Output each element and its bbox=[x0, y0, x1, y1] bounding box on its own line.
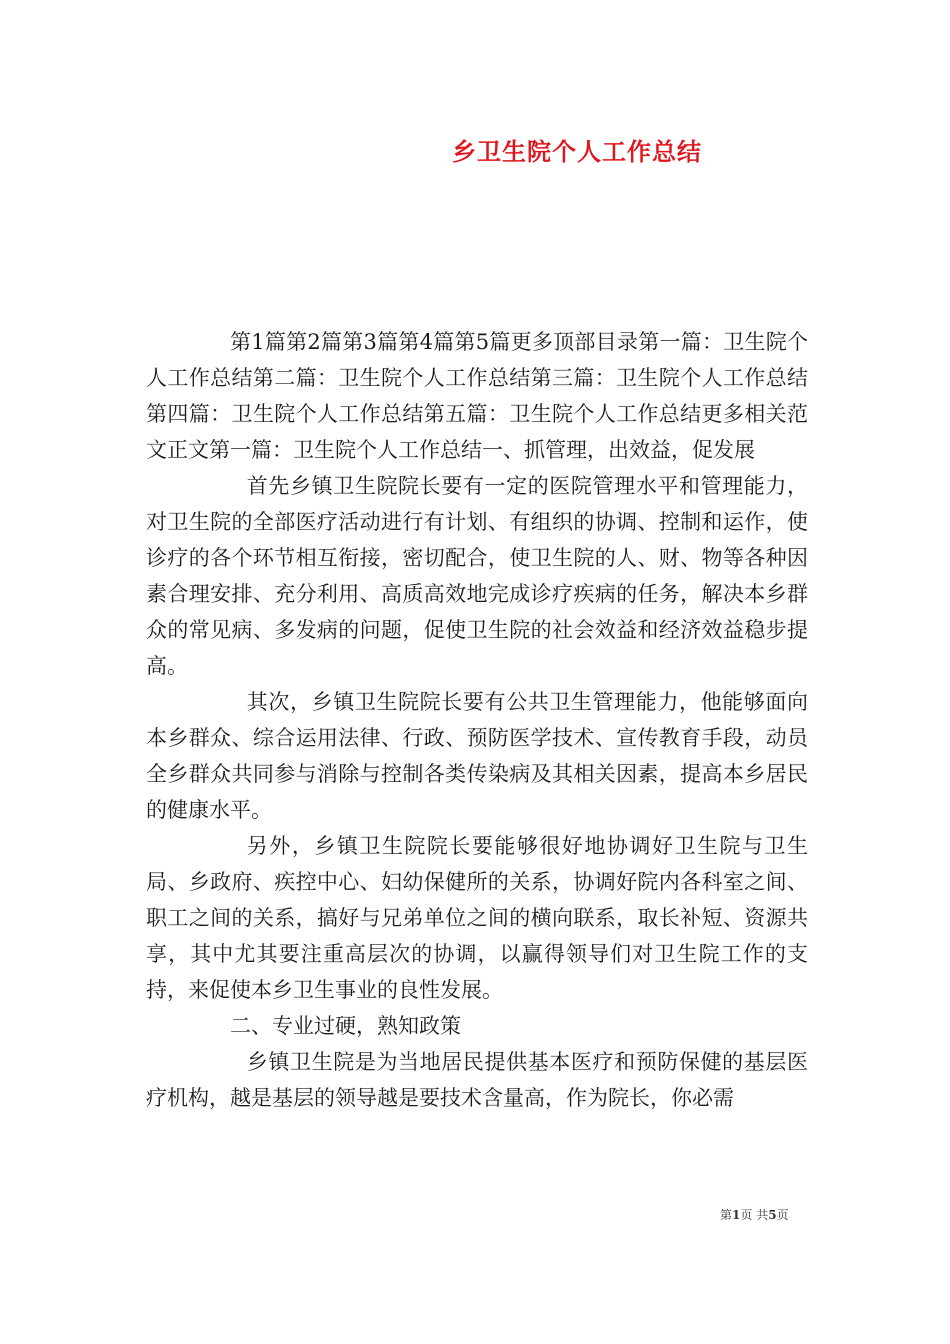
paragraph-coordination: 另外，乡镇卫生院院长要能够很好地协调好卫生院与卫生局、乡政府、疾控中心、妇幼保健所的关系，协调好院内各科室之间、职工之间的关系，搞好与兄弟单位之间的横向联系，取长补短、资源共享，其中尤其要注重高层次的协调，以赢得领导们对卫生院工作的支持，来促使本乡卫生事业的良性发展。 bbox=[146, 834, 808, 1002]
section-heading-professional: 二、专业过硬，熟知政策 bbox=[230, 1014, 461, 1038]
page-number: 1 bbox=[732, 1208, 741, 1222]
footer-prefix: 第 bbox=[720, 1208, 733, 1222]
document-title: 乡卫生院个人工作总结 bbox=[452, 137, 702, 166]
paragraph-management-ability: 首先乡镇卫生院院长要有一定的医院管理水平和管理能力，对卫生院的全部医疗活动进行有计划、有组织的协调、控制和运作，使诊疗的各个环节相互衔接，密切配合，使卫生院的人、财、物等各种因素合理安排、充分利用、高质高效地完成诊疗疾病的任务，解决本乡群众的常见病、多发病的问题，促使卫生院的社会效益和经济效益稳步提高。 bbox=[146, 474, 808, 678]
paragraph-toc-intro: 第1篇第2篇第3篇第4篇第5篇更多顶部目录第一篇：卫生院个人工作总结第二篇：卫生院个人工作总结第三篇：卫生院个人工作总结第四篇：卫生院个人工作总结第五篇：卫生院个人工作总结更多相关范文正文第一篇：卫生院个人工作总结一、抓管理，出效益，促发展 bbox=[146, 330, 808, 462]
paragraph-public-health: 其次，乡镇卫生院院长要有公共卫生管理能力，他能够面向本乡群众、综合运用法律、行政、预防医学技术、宣传教育手段，动员全乡群众共同参与消除与控制各类传染病及其相关因素，提高本乡居民的健康水平。 bbox=[146, 690, 808, 822]
footer-middle: 页 共 bbox=[740, 1208, 769, 1222]
page-total: 5 bbox=[768, 1208, 777, 1222]
document-body bbox=[146, 324, 808, 1116]
footer-suffix: 页 bbox=[776, 1208, 789, 1222]
page-footer bbox=[720, 1206, 789, 1223]
paragraph-grassroots: 乡镇卫生院是为当地居民提供基本医疗和预防保健的基层医疗机构，越是基层的领导越是要技术含量高，作为院长，你必需 bbox=[146, 1050, 808, 1110]
